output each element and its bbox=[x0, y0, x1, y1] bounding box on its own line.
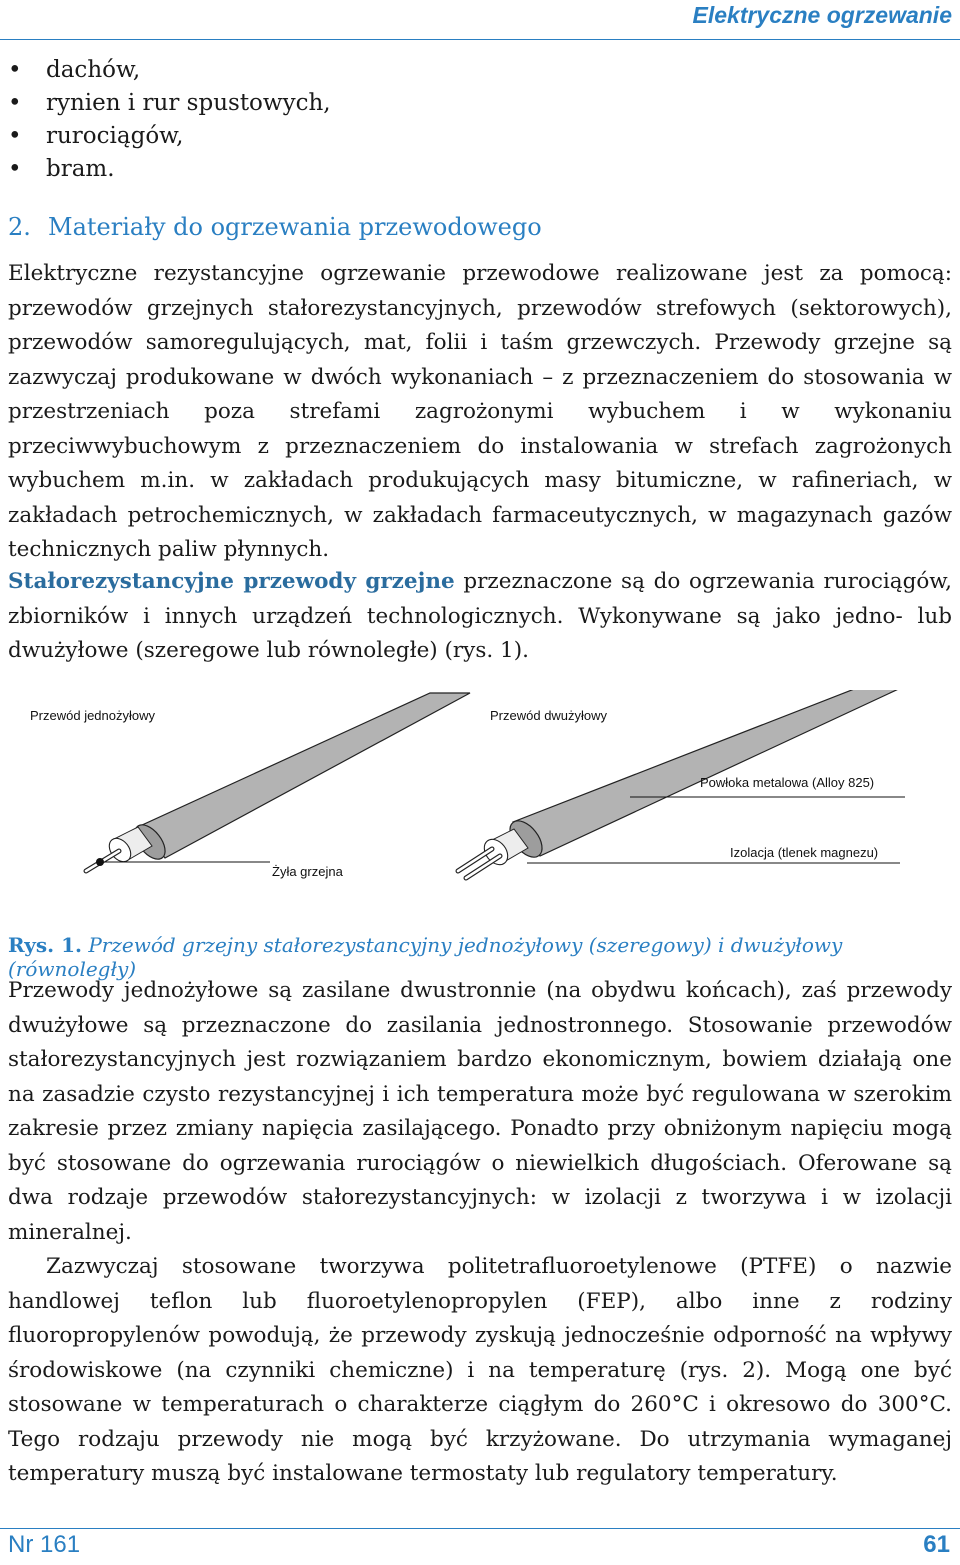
bullet-list bbox=[8, 54, 331, 186]
section-number: 2. bbox=[8, 213, 31, 241]
bold-term: Stałorezystancyjne przewody grzejne bbox=[8, 569, 455, 594]
list-item: • dachów, bbox=[8, 54, 331, 87]
list-item: • bram. bbox=[8, 153, 331, 186]
footer-rule bbox=[0, 1528, 960, 1529]
section-heading bbox=[8, 213, 542, 241]
list-item: • rurociągów, bbox=[8, 120, 331, 153]
label-double-core: Przewód dwużyłowy bbox=[490, 708, 608, 723]
bullet-dot: • bbox=[8, 90, 22, 116]
paragraph-ptfe: Zazwyczaj stosowane tworzywa politetrafluoroetylenowe (PTFE) o nazwie handlowej teflon lub fluoroetylenopropylen (FEP), albo inne z rodziny fluoropropylenów powodują, że przewody zyskują jednocześnie odporność na wpływy środowiskowe (na czynniki chemiczne) i na temperaturę (rys. 2). Mogą one być stosowane w temperaturach o charakterze ciągłym do 260°C i okresowo do 300°C. Tego rodzaju przewody nie mogą być krzyżowane. Do utrzymania wymaganej temperatury muszą być instalowane termostaty lub regulatory temperatury. bbox=[8, 1254, 952, 1486]
paragraph-constant-resistance: Stałorezystancyjne przewody grzejne przeznaczone są do ogrzewania rurociągów, zbiorników i innych urządzeń technologicznych. Wykonywane są jako jedno- lub dwużyłowe (szeregowe lub równoległe) (rys. 1). bbox=[8, 569, 952, 663]
paragraph-intro: Elektryczne rezystancyjne ogrzewanie przewodowe realizowane jest za pomocą: przewodów grzejnych stałorezystancyjnych, przewodów strefowych (sektorowych), przewodów samoregulujących, mat, folii i taśm grzewczych. Przewody grzejne są zazwyczaj produkowane w dwóch wykonaniach – z przeznaczeniem do stosowania w przestrzeniach poza strefami zagrożonymi wybuchem i w wykonaniu przeciwwybuchowym z przeznaczeniem do instalowania w strefach zagrożonych wybuchem m.in. w zakładach produkujących masy bitumiczne, w rafineriach, w zakładach petrochemicznych, w zakładach farmaceutycznych, w magazynach gazów technicznych paliw płynnych. bbox=[8, 261, 952, 562]
issue-number: Nr 161 bbox=[8, 1531, 81, 1558]
header-rule bbox=[0, 39, 960, 40]
caption-number: Rys. 1. bbox=[8, 933, 82, 957]
label-heating-core: Żyła grzejna bbox=[272, 864, 343, 879]
label-sheath: Powłoka metalowa (Alloy 825) bbox=[700, 775, 875, 790]
caption-text: Przewód grzejny stałorezystancyjny jednożyłowy (szeregowy) i dwużyłowy (równoległy) bbox=[8, 933, 843, 981]
bullet-dot: • bbox=[8, 57, 22, 83]
bullet-dot: • bbox=[8, 156, 22, 182]
bullet-dot: • bbox=[8, 123, 22, 149]
paragraph-single-double: Przewody jednożyłowe są zasilane dwustronnie (na obydwu końcach), zaś przewody dwużyłowe są przeznaczone do zasilania jednostronnego. Stosowanie przewodów stałorezystancyjnych jest rozwiązaniem bardzo ekonomicznym, bowiem działają one na zasadzie czysto rezystancyjnej i ich temperatura może być regulowana w szerokim zakresie przez zmiany napięcia zasilającego. Ponadto przy obniżonym napięciu mogą być stosowane do ogrzewania rurociągów o niewielkich długościach. Oferowane są dwa rodzaje przewodów stałorezystancyjnych: w izolacji z tworzywa i w izolacji mineralnej. bbox=[8, 978, 952, 1245]
cable-figure bbox=[0, 690, 960, 900]
running-header: Elektryczne ogrzewanie bbox=[692, 2, 952, 28]
label-insulation: Izolacja (tlenek magnezu) bbox=[730, 845, 879, 860]
list-item: • rynien i rur spustowych, bbox=[8, 87, 331, 120]
label-single-core: Przewód jednożyłowy bbox=[30, 708, 156, 723]
section-title: Materiały do ogrzewania przewodowego bbox=[48, 213, 542, 241]
page-number: 61 bbox=[923, 1531, 950, 1558]
